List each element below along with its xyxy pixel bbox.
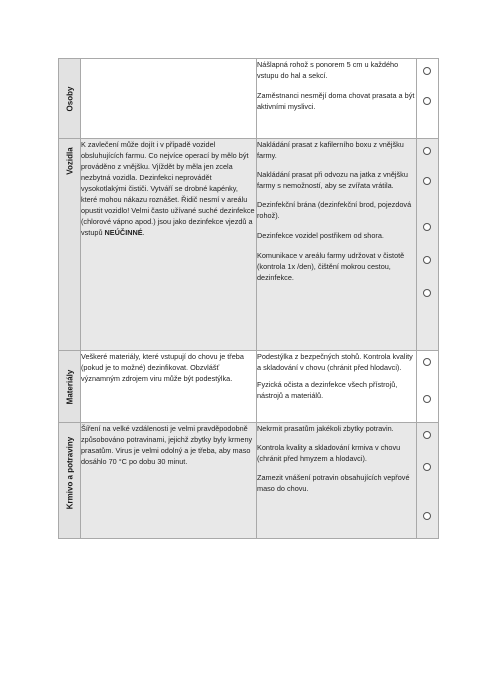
measures-cell xyxy=(257,423,417,539)
measure-item: Podestýlka z bezpečných stohů. Kontrola kvality a skladování v chovu (chránit před hlodavci). xyxy=(257,352,413,372)
row-label: Vozidla xyxy=(65,147,74,175)
measure-item: Nakládání prasat při odvozu na jatka z vnějšku farmy s nemožností, aby se zvířata vrátila. xyxy=(257,170,408,190)
measure-item: Nášlapná rohož s ponorem 5 cm u každého vstupu do hal a sekcí. xyxy=(257,60,399,80)
radio-button[interactable] xyxy=(423,177,431,185)
measure-item: Nekrmit prasatům jakékoli zbytky potravin. xyxy=(257,424,394,433)
risk-description-text: K zavlečení může dojít i v případě vozidel obsluhujících farmu. Co nejvíce operací by mělo být prováděno z vnějšku. Vjíždět by měla jen zcela nezbytná vozidla. Dezinfekci neprovádět vysokotlakými čističi. Vytváří se drobné kapénky, které mohou nákazu roznášet. Řidič nesmí v areálu opustit vozidlo! Velmi často užívané suché dezinfekce (chlorové vápno apod.) jsou jako dezinfekce vjezdů a vstupů xyxy=(81,140,255,237)
measure-item: Zaměstnanci nesmějí doma chovat prasata a být aktivními myslivci. xyxy=(257,91,415,111)
checkbox-cell xyxy=(417,139,439,351)
radio-button[interactable] xyxy=(423,223,431,231)
measure-item: Dezinfekce vozidel postřikem od shora. xyxy=(257,231,384,240)
row-label-cell xyxy=(59,59,81,139)
table-row-osoby xyxy=(59,59,439,139)
row-label-cell xyxy=(59,351,81,423)
measure-item: Zamezit vnášení potravin obsahujících vepřové maso do chovu. xyxy=(257,473,410,493)
biosecurity-table xyxy=(58,58,439,539)
risk-description xyxy=(81,139,257,351)
radio-button[interactable] xyxy=(423,147,431,155)
row-label-cell xyxy=(59,423,81,539)
checkbox-cell xyxy=(417,351,439,423)
checkbox-cell xyxy=(417,423,439,539)
radio-button[interactable] xyxy=(423,97,431,105)
radio-button[interactable] xyxy=(423,67,431,75)
table-row-vozidla xyxy=(59,139,439,351)
row-label: Osoby xyxy=(65,86,74,111)
table-row-krmivo xyxy=(59,423,439,539)
radio-button[interactable] xyxy=(423,395,431,403)
risk-description: Šíření na velké vzdálenosti je velmi pravděpodobně způsobováno potravinami, jejichž zbytky byly krmeny prasatům. Virus je velmi odolný a je třeba, aby maso dosáhlo 70 °C po dobu 30 minut. xyxy=(81,423,257,539)
measures-cell xyxy=(257,139,417,351)
measure-item: Kontrola kvality a skladování krmiva v chovu (chránit před hmyzem a hlodavci). xyxy=(257,443,401,463)
checkbox-cell xyxy=(417,59,439,139)
risk-description-bold: NEÚČINNÉ xyxy=(104,228,143,237)
measure-item: Dezinfekční brána (dezinfekční brod, pojezdová rohož). xyxy=(257,200,412,220)
radio-button[interactable] xyxy=(423,256,431,264)
radio-button[interactable] xyxy=(423,289,431,297)
radio-button[interactable] xyxy=(423,358,431,366)
measure-item: Fyzická očista a dezinfekce všech přístrojů, nástrojů a materiálů. xyxy=(257,380,398,400)
table-row-materialy xyxy=(59,351,439,423)
measure-item: Komunikace v areálu farmy udržovat v čistotě (kontrola 1x /den), čištění mokrou cestou, dezinfekce. xyxy=(257,251,405,282)
row-label: Krmivo a potraviny xyxy=(65,436,74,510)
radio-button[interactable] xyxy=(423,431,431,439)
risk-description: Veškeré materiály, které vstupují do chovu je třeba (pokud je to možné) dezinfikovat. Obzvlášť významným zdrojem viru může být podestýlka. xyxy=(81,351,257,423)
risk-description xyxy=(81,59,257,139)
risk-description-end: . xyxy=(142,228,145,237)
row-label: Materiály xyxy=(65,369,74,404)
measure-item: Nakládání prasat z kafilerního boxu z vnějšku farmy. xyxy=(257,140,404,160)
row-label-cell xyxy=(59,139,81,351)
radio-button[interactable] xyxy=(423,463,431,471)
radio-button[interactable] xyxy=(423,512,431,520)
measures-cell xyxy=(257,59,417,139)
measures-cell xyxy=(257,351,417,423)
